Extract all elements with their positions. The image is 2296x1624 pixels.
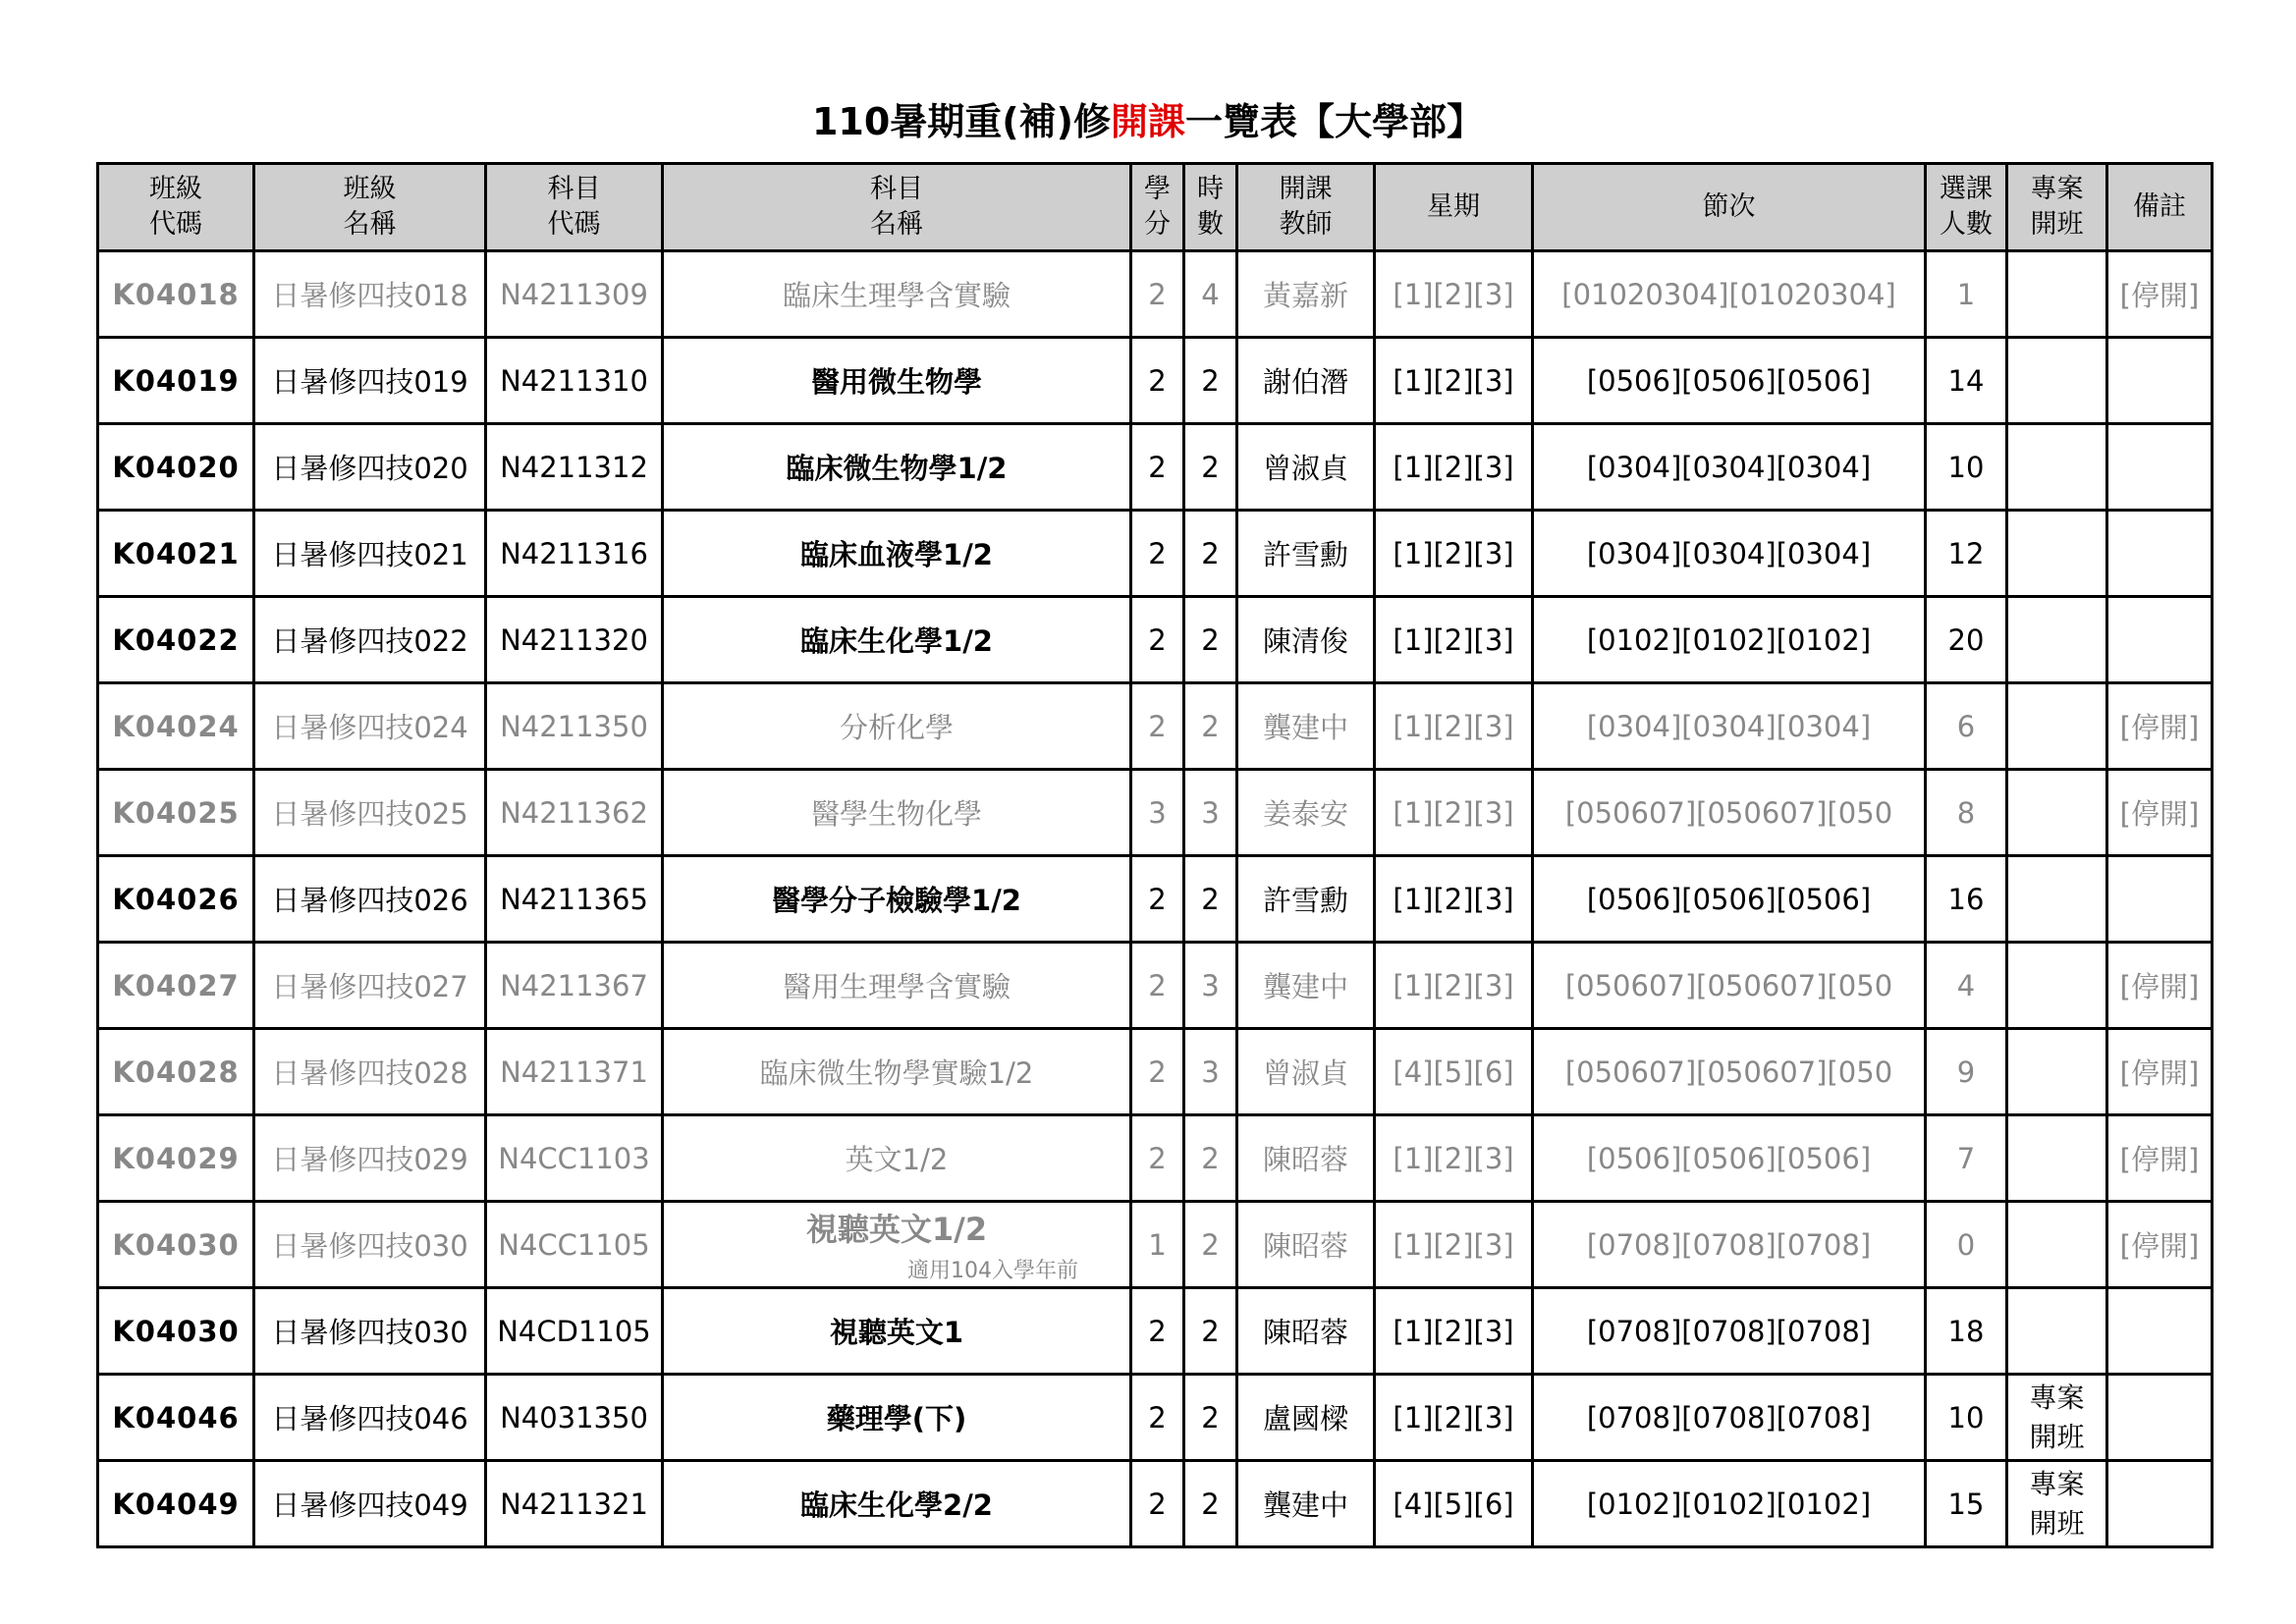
teacher-cell: 曾淑貞 (1237, 424, 1375, 511)
enrolled-cell: 15 (1926, 1461, 2007, 1547)
note-cell: [停開] (2107, 943, 2213, 1029)
hours-cell: 2 (1184, 1115, 1237, 1202)
special-cell (2007, 770, 2107, 856)
weekday-cell: [1][2][3] (1375, 597, 1533, 683)
table-row (98, 943, 2213, 1029)
special-cell (2007, 511, 2107, 597)
header-class-name: 班級 名稱 (254, 164, 486, 251)
period-cell: [0708][0708][0708] (1533, 1202, 1926, 1288)
subject-code-cell: N4CD1105 (486, 1288, 663, 1375)
table-row (98, 1461, 2213, 1547)
hours-cell: 2 (1184, 1288, 1237, 1375)
weekday-cell: [1][2][3] (1375, 770, 1533, 856)
special-cell (2007, 597, 2107, 683)
teacher-cell: 盧國樑 (1237, 1375, 1375, 1461)
table-row (98, 251, 2213, 338)
weekday-cell: [1][2][3] (1375, 1288, 1533, 1375)
note-cell: [停開] (2107, 683, 2213, 770)
hours-cell: 3 (1184, 770, 1237, 856)
class-code-cell: K04028 (98, 1029, 254, 1115)
period-cell: [0304][0304][0304] (1533, 424, 1926, 511)
table-row (98, 1029, 2213, 1115)
special-label-line1: 專案 (2029, 1467, 2085, 1500)
class-name-cell: 日暑修四技046 (254, 1375, 486, 1461)
teacher-cell: 黃嘉新 (1237, 251, 1375, 338)
credits-cell: 3 (1131, 770, 1184, 856)
enrolled-cell: 8 (1926, 770, 2007, 856)
header-subject-name: 科目 名稱 (663, 164, 1131, 251)
class-name-cell: 日暑修四技029 (254, 1115, 486, 1202)
header-special: 專案 開班 (2007, 164, 2107, 251)
title-part1: 110暑期重(補)修 (811, 100, 1112, 143)
table-row (98, 1115, 2213, 1202)
credits-cell: 2 (1131, 251, 1184, 338)
weekday-cell: [1][2][3] (1375, 511, 1533, 597)
class-code-cell: K04025 (98, 770, 254, 856)
subject-code-cell: N4211365 (486, 856, 663, 943)
subject-code-cell: N4211367 (486, 943, 663, 1029)
hours-cell: 2 (1184, 1375, 1237, 1461)
table-row (98, 511, 2213, 597)
hours-cell: 3 (1184, 943, 1237, 1029)
subject-name-text: 視聽英文1/2 (805, 1211, 988, 1248)
period-cell: [0506][0506][0506] (1533, 338, 1926, 424)
table-row (98, 1288, 2213, 1375)
table-row (98, 597, 2213, 683)
weekday-cell: [4][5][6] (1375, 1461, 1533, 1547)
teacher-cell: 龔建中 (1237, 1461, 1375, 1547)
credits-cell: 2 (1131, 1375, 1184, 1461)
enrolled-cell: 20 (1926, 597, 2007, 683)
credits-cell: 2 (1131, 1115, 1184, 1202)
weekday-cell: [1][2][3] (1375, 251, 1533, 338)
note-cell (2107, 1375, 2213, 1461)
header-note: 備註 (2107, 164, 2213, 251)
header-enrolled: 選課 人數 (1926, 164, 2007, 251)
note-cell: [停開] (2107, 770, 2213, 856)
table-row (98, 424, 2213, 511)
subject-code-cell: N4211321 (486, 1461, 663, 1547)
header-class-code: 班級 代碼 (98, 164, 254, 251)
subject-code-cell: N4031350 (486, 1375, 663, 1461)
subject-code-cell: N4211371 (486, 1029, 663, 1115)
special-cell (2007, 424, 2107, 511)
class-name-cell: 日暑修四技049 (254, 1461, 486, 1547)
class-code-cell: K04020 (98, 424, 254, 511)
class-code-cell: K04049 (98, 1461, 254, 1547)
enrolled-cell: 7 (1926, 1115, 2007, 1202)
table-row (98, 1202, 2213, 1288)
note-cell (2107, 1461, 2213, 1547)
class-code-cell: K04029 (98, 1115, 254, 1202)
table-row (98, 770, 2213, 856)
subject-code-cell: N4211309 (486, 251, 663, 338)
subject-name-cell: 醫學生物化學 (663, 770, 1131, 856)
teacher-cell: 陳昭蓉 (1237, 1115, 1375, 1202)
class-name-cell: 日暑修四技025 (254, 770, 486, 856)
subject-code-cell: N4211316 (486, 511, 663, 597)
teacher-cell: 龔建中 (1237, 683, 1375, 770)
enrolled-cell: 10 (1926, 1375, 2007, 1461)
special-cell (2007, 683, 2107, 770)
note-cell: [停開] (2107, 251, 2213, 338)
period-cell: [0708][0708][0708] (1533, 1375, 1926, 1461)
weekday-cell: [1][2][3] (1375, 856, 1533, 943)
class-code-cell: K04046 (98, 1375, 254, 1461)
credits-cell: 2 (1131, 338, 1184, 424)
credits-cell: 2 (1131, 597, 1184, 683)
hours-cell: 2 (1184, 856, 1237, 943)
subject-code-cell: N4211310 (486, 338, 663, 424)
table-row (98, 1375, 2213, 1461)
header-period: 節次 (1533, 164, 1926, 251)
hours-cell: 2 (1184, 511, 1237, 597)
weekday-cell: [1][2][3] (1375, 1375, 1533, 1461)
enrolled-cell: 18 (1926, 1288, 2007, 1375)
teacher-cell: 陳昭蓉 (1237, 1202, 1375, 1288)
subject-code-cell: N4211312 (486, 424, 663, 511)
class-name-cell: 日暑修四技024 (254, 683, 486, 770)
credits-cell: 1 (1131, 1202, 1184, 1288)
subject-name-cell: 臨床生化學1/2 (663, 597, 1131, 683)
class-name-cell: 日暑修四技018 (254, 251, 486, 338)
note-cell (2107, 511, 2213, 597)
credits-cell: 2 (1131, 1288, 1184, 1375)
teacher-cell: 謝伯潛 (1237, 338, 1375, 424)
weekday-cell: [1][2][3] (1375, 1202, 1533, 1288)
teacher-cell: 許雪勳 (1237, 856, 1375, 943)
table-header-row (98, 164, 2213, 251)
header-hours: 時 數 (1184, 164, 1237, 251)
class-name-cell: 日暑修四技022 (254, 597, 486, 683)
class-code-cell: K04018 (98, 251, 254, 338)
special-cell (2007, 1202, 2107, 1288)
enrolled-cell: 1 (1926, 251, 2007, 338)
subject-name-cell: 藥理學(下) (663, 1375, 1131, 1461)
subject-name-cell: 醫學分子檢驗學1/2 (663, 856, 1131, 943)
class-code-cell: K04026 (98, 856, 254, 943)
credits-cell: 2 (1131, 511, 1184, 597)
special-cell (2007, 1029, 2107, 1115)
subject-code-cell: N4CC1103 (486, 1115, 663, 1202)
header-teacher: 開課 教師 (1237, 164, 1375, 251)
period-cell: [050607][050607][050 (1533, 943, 1926, 1029)
teacher-cell: 姜泰安 (1237, 770, 1375, 856)
class-name-cell: 日暑修四技028 (254, 1029, 486, 1115)
period-cell: [0102][0102][0102] (1533, 1461, 1926, 1547)
subject-name-cell: 臨床生理學含實驗 (663, 251, 1131, 338)
special-label-line1: 專案 (2029, 1380, 2085, 1414)
note-cell: [停開] (2107, 1202, 2213, 1288)
period-cell: [0304][0304][0304] (1533, 683, 1926, 770)
weekday-cell: [1][2][3] (1375, 424, 1533, 511)
class-name-cell: 日暑修四技026 (254, 856, 486, 943)
hours-cell: 2 (1184, 1202, 1237, 1288)
class-name-cell: 日暑修四技020 (254, 424, 486, 511)
teacher-cell: 陳昭蓉 (1237, 1288, 1375, 1375)
subject-code-cell: N4211350 (486, 683, 663, 770)
subject-name-cell: 分析化學 (663, 683, 1131, 770)
weekday-cell: [1][2][3] (1375, 338, 1533, 424)
title-highlight: 開課 (1111, 100, 1186, 143)
period-cell: [0708][0708][0708] (1533, 1288, 1926, 1375)
period-cell: [0304][0304][0304] (1533, 511, 1926, 597)
hours-cell: 4 (1184, 251, 1237, 338)
special-cell (2007, 251, 2107, 338)
period-cell: [0102][0102][0102] (1533, 597, 1926, 683)
class-code-cell: K04027 (98, 943, 254, 1029)
table-row (98, 338, 2213, 424)
table-row (98, 856, 2213, 943)
class-code-cell: K04024 (98, 683, 254, 770)
hours-cell: 2 (1184, 1461, 1237, 1547)
credits-cell: 2 (1131, 424, 1184, 511)
period-cell: [01020304][01020304] (1533, 251, 1926, 338)
header-weekday: 星期 (1375, 164, 1533, 251)
page-title (0, 90, 2296, 153)
subject-name-cell: 醫用微生物學 (663, 338, 1131, 424)
enrolled-cell: 10 (1926, 424, 2007, 511)
special-cell (2007, 856, 2107, 943)
subject-code-cell: N4211362 (486, 770, 663, 856)
special-cell (2007, 1288, 2107, 1375)
special-cell (2007, 338, 2107, 424)
enrolled-cell: 6 (1926, 683, 2007, 770)
weekday-cell: [4][5][6] (1375, 1029, 1533, 1115)
class-name-cell: 日暑修四技030 (254, 1288, 486, 1375)
subject-name-cell: 英文1/2 (663, 1115, 1131, 1202)
period-cell: [0506][0506][0506] (1533, 1115, 1926, 1202)
subject-code-cell: N4211320 (486, 597, 663, 683)
period-cell: [050607][050607][050 (1533, 770, 1926, 856)
subject-name-cell: 臨床微生物學實驗1/2 (663, 1029, 1131, 1115)
note-cell (2107, 338, 2213, 424)
hours-cell: 3 (1184, 1029, 1237, 1115)
note-cell (2107, 597, 2213, 683)
class-code-cell: K04030 (98, 1288, 254, 1375)
credits-cell: 2 (1131, 943, 1184, 1029)
subject-name-cell: 臨床血液學1/2 (663, 511, 1131, 597)
note-cell: [停開] (2107, 1029, 2213, 1115)
hours-cell: 2 (1184, 338, 1237, 424)
note-cell: [停開] (2107, 1115, 2213, 1202)
special-label-line2: 開班 (2029, 1506, 2085, 1540)
enrolled-cell: 4 (1926, 943, 2007, 1029)
subject-name-cell: 臨床生化學2/2 (663, 1461, 1131, 1547)
subject-name-note: 適用104入學年前 (907, 1259, 1078, 1283)
title-part3: 一覽表【大學部】 (1185, 100, 1485, 143)
enrolled-cell: 12 (1926, 511, 2007, 597)
credits-cell: 2 (1131, 1461, 1184, 1547)
enrolled-cell: 0 (1926, 1202, 2007, 1288)
enrolled-cell: 16 (1926, 856, 2007, 943)
subject-name-cell: 視聽英文1 (663, 1288, 1131, 1375)
period-cell: [0506][0506][0506] (1533, 856, 1926, 943)
hours-cell: 2 (1184, 424, 1237, 511)
course-table (96, 162, 2214, 1548)
weekday-cell: [1][2][3] (1375, 683, 1533, 770)
teacher-cell: 龔建中 (1237, 943, 1375, 1029)
class-name-cell: 日暑修四技019 (254, 338, 486, 424)
table-row (98, 683, 2213, 770)
period-cell: [050607][050607][050 (1533, 1029, 1926, 1115)
subject-name-cell: 臨床微生物學1/2 (663, 424, 1131, 511)
special-cell (2007, 1461, 2107, 1547)
class-code-cell: K04022 (98, 597, 254, 683)
weekday-cell: [1][2][3] (1375, 943, 1533, 1029)
class-name-cell: 日暑修四技027 (254, 943, 486, 1029)
enrolled-cell: 14 (1926, 338, 2007, 424)
hours-cell: 2 (1184, 597, 1237, 683)
hours-cell: 2 (1184, 683, 1237, 770)
credits-cell: 2 (1131, 683, 1184, 770)
credits-cell: 2 (1131, 856, 1184, 943)
special-cell (2007, 943, 2107, 1029)
credits-cell: 2 (1131, 1029, 1184, 1115)
teacher-cell: 曾淑貞 (1237, 1029, 1375, 1115)
subject-code-cell: N4CC1105 (486, 1202, 663, 1288)
subject-name-cell: 醫用生理學含實驗 (663, 943, 1131, 1029)
note-cell (2107, 1288, 2213, 1375)
class-code-cell: K04019 (98, 338, 254, 424)
note-cell (2107, 424, 2213, 511)
class-code-cell: K04030 (98, 1202, 254, 1288)
weekday-cell: [1][2][3] (1375, 1115, 1533, 1202)
teacher-cell: 許雪勳 (1237, 511, 1375, 597)
class-name-cell: 日暑修四技021 (254, 511, 486, 597)
note-cell (2107, 856, 2213, 943)
header-credits: 學 分 (1131, 164, 1184, 251)
special-label-line2: 開班 (2029, 1420, 2085, 1453)
header-subject-code: 科目 代碼 (486, 164, 663, 251)
class-name-cell: 日暑修四技030 (254, 1202, 486, 1288)
special-cell (2007, 1375, 2107, 1461)
special-cell (2007, 1115, 2107, 1202)
enrolled-cell: 9 (1926, 1029, 2007, 1115)
subject-name-cell (663, 1202, 1131, 1288)
teacher-cell: 陳清俊 (1237, 597, 1375, 683)
class-code-cell: K04021 (98, 511, 254, 597)
